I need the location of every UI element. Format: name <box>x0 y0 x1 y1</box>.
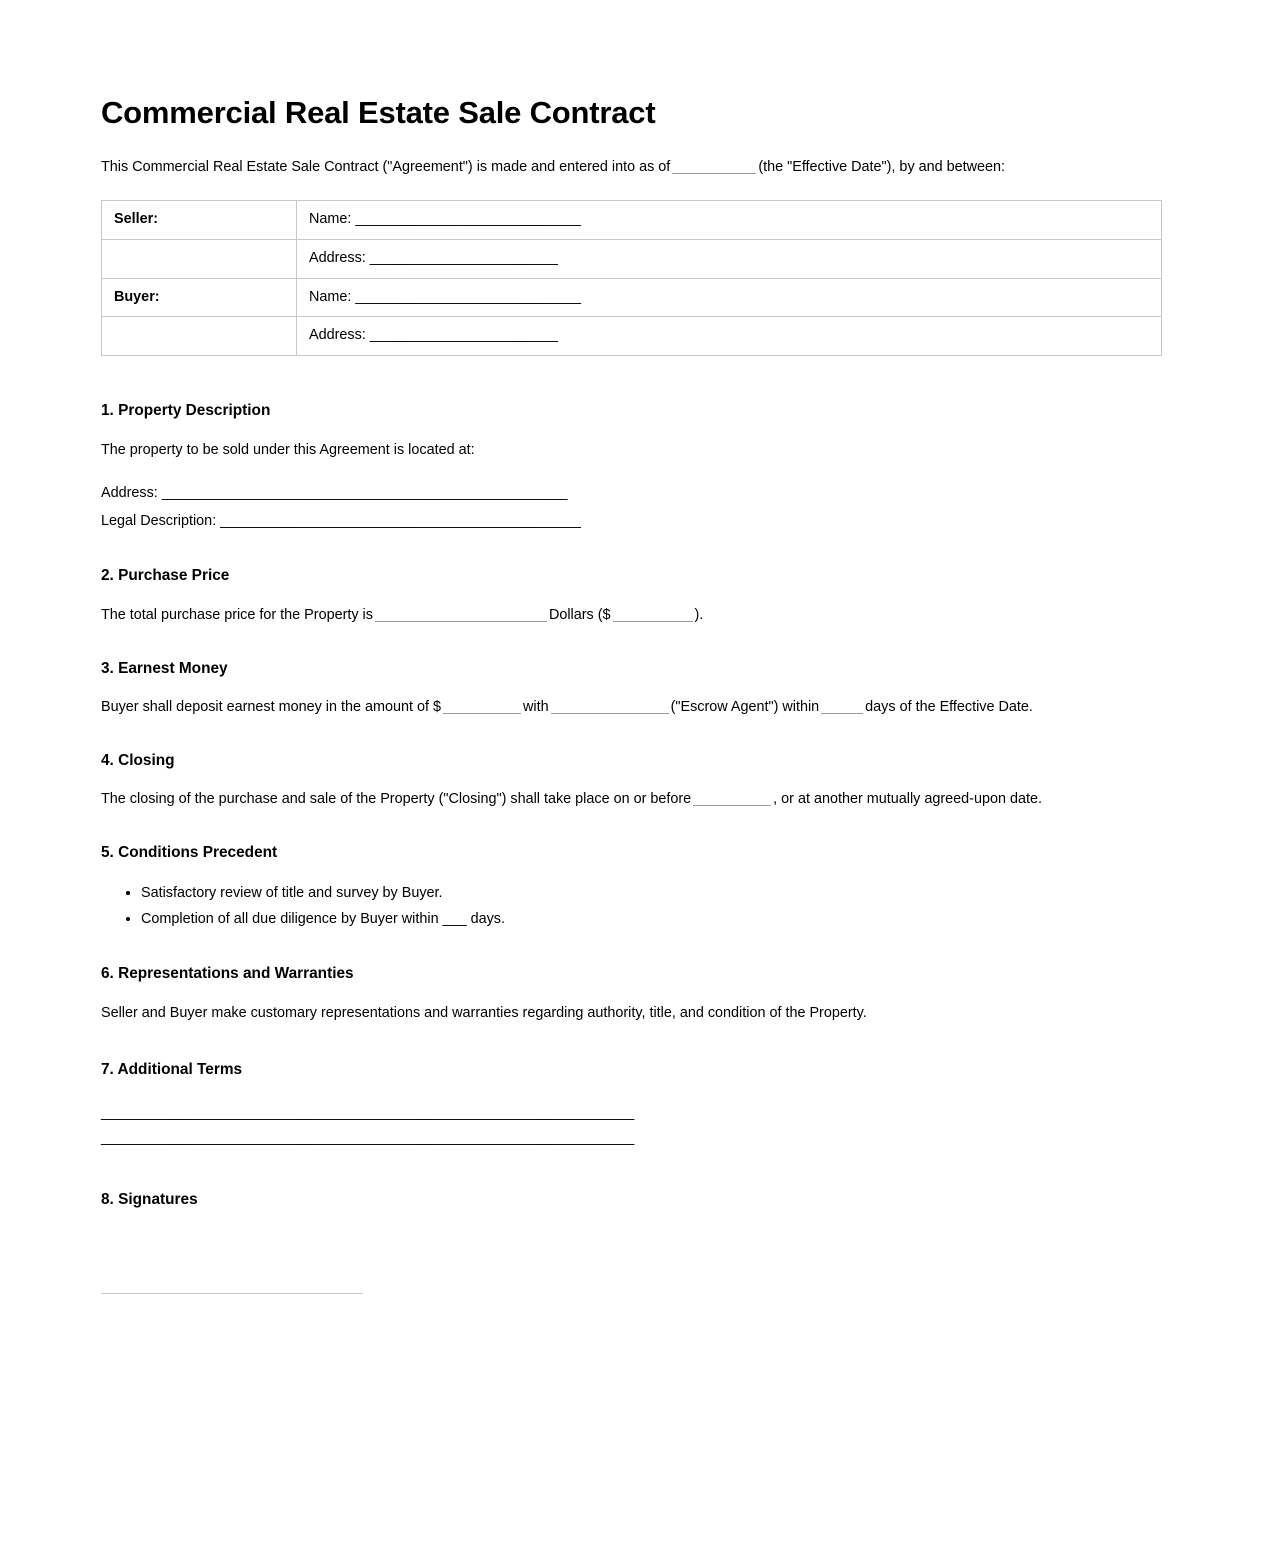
buyer-name-cell <box>297 278 1162 317</box>
buyer-name-label: Name: <box>309 288 352 305</box>
intro-text-after: (the "Effective Date"), by and between: <box>758 158 1006 175</box>
earnest-money-line <box>101 697 1163 719</box>
seller-address-label: Address: <box>309 249 366 266</box>
conditions-list <box>101 881 1163 932</box>
table-row <box>102 317 1162 356</box>
seller-name-blank[interactable]: ______________________________ <box>355 211 581 228</box>
table-row <box>102 239 1162 278</box>
section-4-heading: 4. Closing <box>101 751 175 769</box>
earnest-money-amount-blank[interactable] <box>443 713 521 714</box>
section-additional-terms <box>101 1061 1163 1152</box>
section-6-heading: 6. Representations and Warranties <box>101 965 354 983</box>
representations-body: Seller and Buyer make customary representations and warranties regarding authority, title, and condition of the Property. <box>101 1004 867 1021</box>
table-row <box>102 201 1162 240</box>
list-item: • Satisfactory review of title and survey by Buyer. <box>141 881 1163 907</box>
property-address-blank[interactable]: ______________________________________________________ <box>161 485 567 502</box>
section-conditions-precedent <box>101 844 1163 933</box>
earnest-money-text-4: days of the Effective Date. <box>865 699 1033 716</box>
earnest-money-text-3: ("Escrow Agent") within <box>670 699 820 716</box>
table-row <box>102 278 1162 317</box>
purchase-price-line <box>101 605 1163 627</box>
signature-line[interactable] <box>101 1293 363 1294</box>
page-title: Commercial Real Estate Sale Contract <box>101 95 656 130</box>
intro-paragraph <box>101 157 1163 179</box>
additional-terms-line-2[interactable]: _______________________________________________________________________ <box>101 1130 634 1147</box>
buyer-address-label-cell <box>102 317 297 356</box>
section-earnest-money <box>101 660 1163 719</box>
seller-address-cell <box>297 239 1162 278</box>
section-7-heading: 7. Additional Terms <box>101 1060 243 1078</box>
buyer-address-blank[interactable]: _________________________ <box>369 327 558 344</box>
intro-text-before: This Commercial Real Estate Sale Contract ("Agreement") is made and entered into as of <box>101 158 671 175</box>
list-item: • Completion of all due diligence by Buyer within ___ days. <box>141 907 1163 933</box>
property-address-label: Address: <box>101 485 158 502</box>
seller-address-blank[interactable]: _________________________ <box>369 249 558 266</box>
buyer-name-blank[interactable]: ______________________________ <box>355 288 581 305</box>
closing-text-after: , or at another mutually agreed-upon date. <box>773 791 1042 808</box>
section-representations-warranties <box>101 965 1163 1024</box>
closing-text-before: The closing of the purchase and sale of the Property ("Closing") shall take place on or before <box>101 791 692 808</box>
section-2-heading: 2. Purchase Price <box>101 567 230 585</box>
earnest-money-text-2: with <box>522 699 549 716</box>
section-8-heading: 8. Signatures <box>101 1191 198 1209</box>
legal-description-line <box>101 511 1163 533</box>
purchase-price-text-after: ). <box>694 606 704 623</box>
earnest-money-days-blank[interactable] <box>821 713 863 714</box>
buyer-address-label: Address: <box>309 327 366 344</box>
buyer-label-cell: Buyer: <box>102 278 297 317</box>
signature-space <box>101 1229 1163 1293</box>
section-purchase-price <box>101 567 1163 626</box>
legal-description-label: Legal Description: <box>101 512 217 529</box>
section-1-intro: The property to be sold under this Agreement is located at: <box>101 441 475 458</box>
purchase-price-text-before: The total purchase price for the Property is <box>101 606 373 623</box>
section-5-heading: 5. Conditions Precedent <box>101 843 278 861</box>
escrow-agent-blank[interactable] <box>551 713 669 714</box>
purchase-price-numeric-blank[interactable] <box>613 621 693 622</box>
section-3-heading: 3. Earnest Money <box>101 659 228 677</box>
seller-name-cell <box>297 201 1162 240</box>
seller-name-label: Name: <box>309 211 352 228</box>
additional-terms-blank-lines <box>101 1101 1163 1151</box>
section-signatures <box>101 1191 1163 1293</box>
purchase-price-text-middle: Dollars ($ <box>548 606 611 623</box>
earnest-money-text-1: Buyer shall deposit earnest money in the amount of $ <box>101 699 441 716</box>
section-property-description <box>101 402 1163 532</box>
effective-date-blank[interactable] <box>672 173 756 174</box>
seller-label-cell: Seller: <box>102 201 297 240</box>
parties-table <box>101 200 1162 356</box>
closing-date-blank[interactable] <box>693 805 771 806</box>
section-1-heading: 1. Property Description <box>101 402 271 420</box>
closing-line <box>101 789 1163 811</box>
additional-terms-line-1[interactable]: _______________________________________________________________________ <box>101 1105 634 1122</box>
purchase-price-words-blank[interactable] <box>375 621 547 622</box>
seller-address-label-cell <box>102 239 297 278</box>
property-address-line <box>101 483 1163 505</box>
legal-description-blank[interactable]: ________________________________________________ <box>220 512 581 529</box>
buyer-address-cell <box>297 317 1162 356</box>
section-closing <box>101 752 1163 811</box>
